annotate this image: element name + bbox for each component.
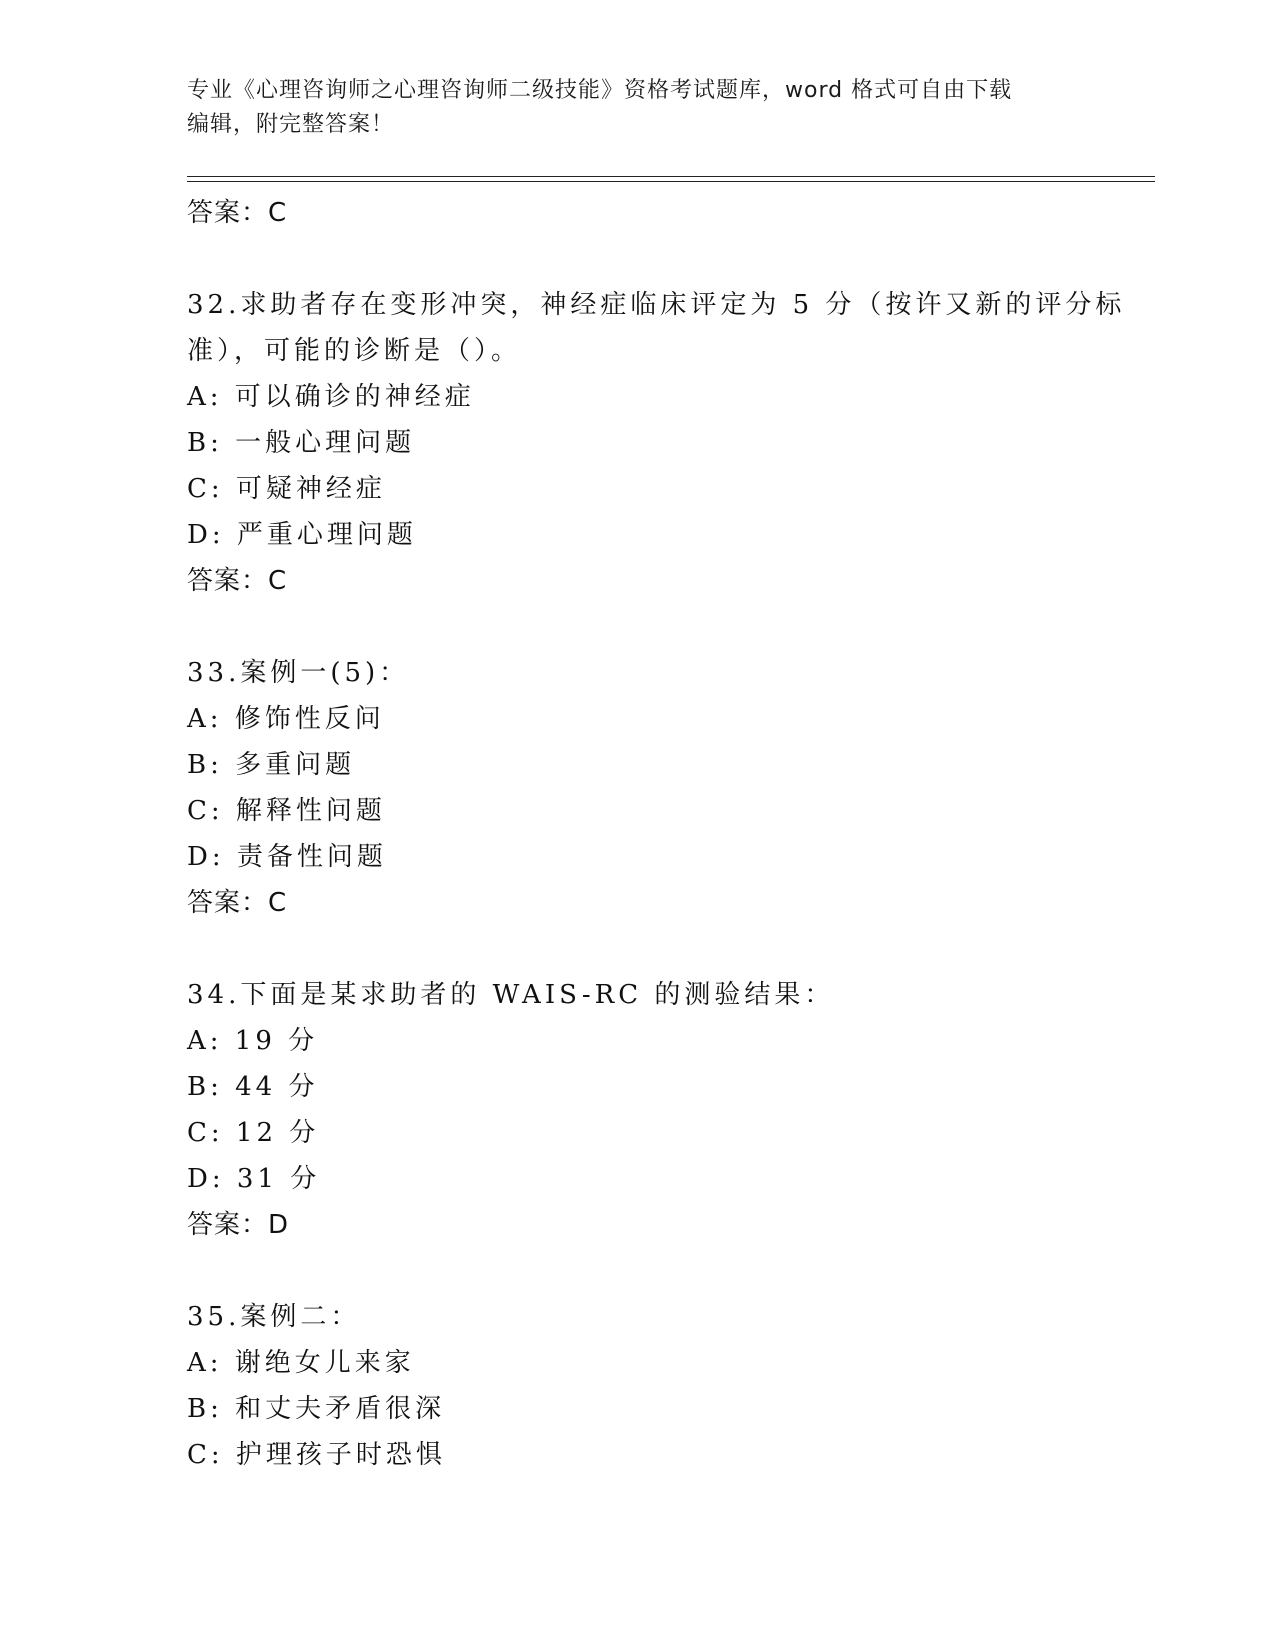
header-double-rule [187, 176, 1155, 182]
option-a: A: 19 分 [187, 1026, 319, 1056]
option-c: C: 解释性问题 [187, 796, 386, 826]
question-35 [187, 1294, 1147, 1478]
spacer [187, 926, 1147, 972]
header-line-2: 编辑，附完整答案！ [187, 112, 395, 137]
question-stem-continued: 准），可能的诊断是（）。 [187, 336, 522, 366]
document-header [187, 74, 1087, 142]
spacer [187, 1248, 1147, 1294]
option-c: C: 护理孩子时恐惧 [187, 1440, 446, 1470]
answer-line: 答案：D [187, 1210, 290, 1240]
question-34 [187, 972, 1147, 1248]
spacer [187, 236, 1147, 282]
option-c: C: 12 分 [187, 1118, 320, 1148]
question-list [187, 190, 1147, 1478]
answer-line: 答案：C [187, 198, 288, 228]
option-b: B: 和丈夫矛盾很深 [187, 1394, 446, 1424]
question-32 [187, 282, 1147, 604]
option-d: D: 责备性问题 [187, 842, 387, 872]
option-c: C: 可疑神经症 [187, 474, 386, 504]
question-stem: 34.下面是某求助者的 WAIS-RC 的测验结果： [187, 980, 835, 1010]
question-33 [187, 650, 1147, 926]
option-b: B: 一般心理问题 [187, 428, 416, 458]
option-a: A: 谢绝女儿来家 [187, 1348, 415, 1378]
option-d: D: 31 分 [187, 1164, 321, 1194]
spacer [187, 604, 1147, 650]
question-stem: 33.案例一(5)： [187, 658, 410, 688]
question-stem: 35.案例二： [187, 1302, 361, 1332]
header-line-1: 专业《心理咨询师之心理咨询师二级技能》资格考试题库，word 格式可自由下载 [187, 78, 1013, 103]
answer-line: 答案：C [187, 566, 288, 596]
answer-line: 答案：C [187, 888, 288, 918]
question-stem: 32.求助者存在变形冲突，神经症临床评定为 5 分（按许又新的评分标 [187, 290, 1126, 320]
option-a: A: 可以确诊的神经症 [187, 382, 475, 412]
option-b: B: 多重问题 [187, 750, 356, 780]
option-a: A: 修饰性反问 [187, 704, 385, 734]
option-b: B: 44 分 [187, 1072, 319, 1102]
option-d: D: 严重心理问题 [187, 520, 417, 550]
